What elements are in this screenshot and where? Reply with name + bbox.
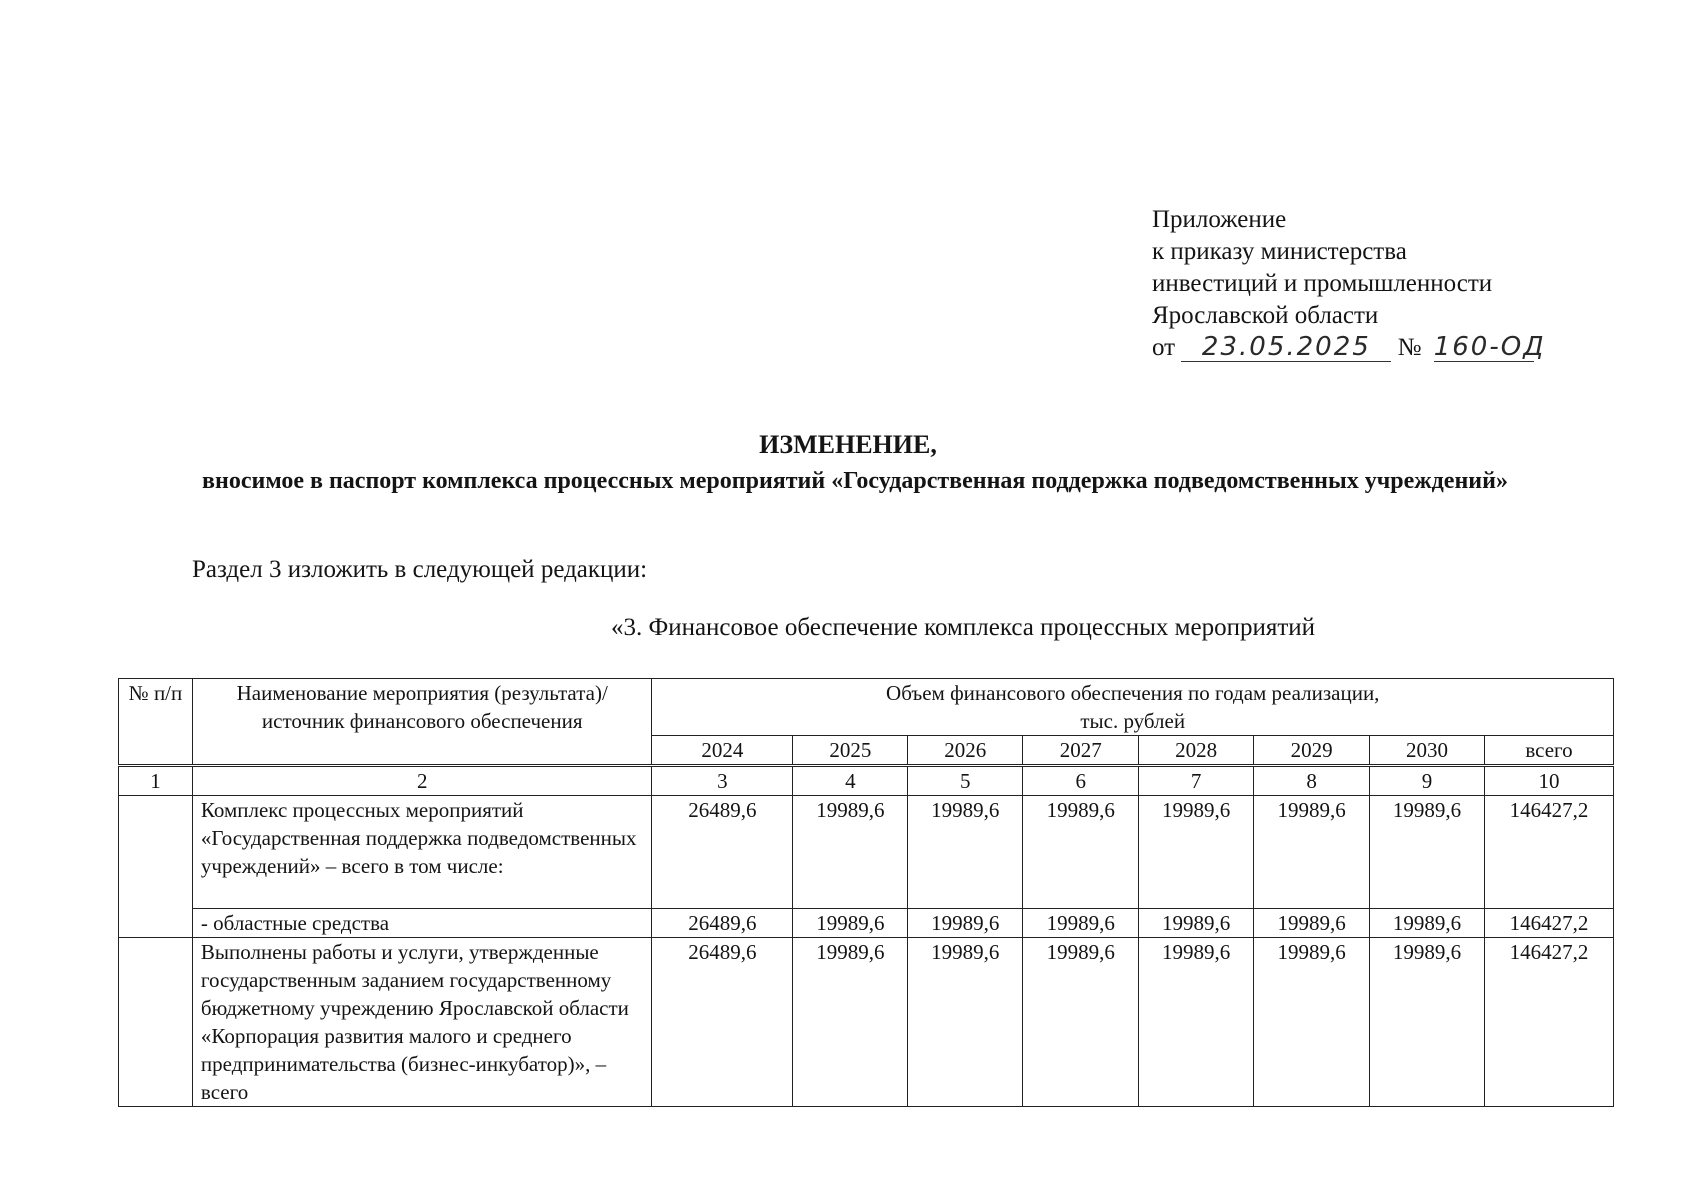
header-year: 2024 xyxy=(652,736,793,766)
row-value: 19989,6 xyxy=(1023,796,1139,909)
col-number: 8 xyxy=(1254,766,1370,796)
section-title: «3. Финансовое обеспечение комплекса процессных мероприятий xyxy=(610,614,1316,641)
row-value: 19989,6 xyxy=(1139,938,1254,1107)
row-value: 19989,6 xyxy=(908,909,1023,938)
col-number: 7 xyxy=(1139,766,1254,796)
document-title: ИЗМЕНЕНИЕ, xyxy=(759,430,937,459)
col-number: 4 xyxy=(793,766,908,796)
row-total: 146427,2 xyxy=(1484,909,1613,938)
row-total: 146427,2 xyxy=(1484,938,1613,1107)
row-name: Комплекс процессных мероприятий «Государственная поддержка подведомственных учреждений» – всего в том числе: xyxy=(192,796,652,909)
column-numbers-row xyxy=(119,766,1614,796)
table-row xyxy=(119,909,1614,938)
intro-paragraph: Раздел 3 изложить в следующей редакции: xyxy=(192,556,648,583)
row-value: 19989,6 xyxy=(1370,796,1485,909)
row-value: 19989,6 xyxy=(1139,796,1254,909)
appendix-line-2: к приказу министерства xyxy=(1152,238,1407,265)
row-value: 19989,6 xyxy=(1254,796,1370,909)
row-value: 19989,6 xyxy=(1370,938,1485,1107)
row-value: 19989,6 xyxy=(793,796,908,909)
header-year: 2028 xyxy=(1139,736,1254,766)
row-name: Выполнены работы и услуги, утвержденные государственным заданием государственному бюджетному учреждению Ярославской области «Корпорация развития малого и среднего предпринимательства (бизнес-инкубатор)», – всего xyxy=(192,938,652,1107)
row-name: - областные средства xyxy=(192,909,652,938)
appendix-line-3: инвестиций и промышленности xyxy=(1152,270,1493,297)
col-number: 2 xyxy=(192,766,652,796)
row-value: 19989,6 xyxy=(1254,938,1370,1107)
header-name: Наименование мероприятия (результата)/ источник финансового обеспечения xyxy=(192,679,652,766)
header-year: 2025 xyxy=(793,736,908,766)
row-value: 19989,6 xyxy=(793,938,908,1107)
appendix-line-4: Ярославской области xyxy=(1152,302,1379,329)
row-value: 26489,6 xyxy=(652,938,793,1107)
col-number: 10 xyxy=(1484,766,1613,796)
col-number: 9 xyxy=(1370,766,1485,796)
col-number: 3 xyxy=(652,766,793,796)
header-year: 2029 xyxy=(1254,736,1370,766)
row-value: 19989,6 xyxy=(908,796,1023,909)
appendix-line-1: Приложение xyxy=(1152,206,1287,233)
header-total: всего xyxy=(1484,736,1613,766)
financing-table xyxy=(118,678,1614,1107)
row-value: 19989,6 xyxy=(1023,938,1139,1107)
row-value: 19989,6 xyxy=(793,909,908,938)
header-num: № п/п xyxy=(119,679,193,766)
row-value: 19989,6 xyxy=(908,938,1023,1107)
number-label: № xyxy=(1397,334,1422,361)
row-value: 19989,6 xyxy=(1370,909,1485,938)
header-year: 2026 xyxy=(908,736,1023,766)
row-total: 146427,2 xyxy=(1484,796,1613,909)
header-volume-line2: тыс. рублей xyxy=(1080,709,1186,733)
row-value: 19989,6 xyxy=(1139,909,1254,938)
handwritten-number: 160-ОД xyxy=(1433,332,1546,362)
row-value: 19989,6 xyxy=(1254,909,1370,938)
appendix-block xyxy=(1152,204,1546,364)
document-subtitle: вносимое в паспорт комплекса процессных мероприятий «Государственная поддержка подведомственных учреждений» xyxy=(202,468,1508,494)
header-year: 2027 xyxy=(1023,736,1139,766)
from-label: от xyxy=(1152,334,1176,361)
row-value: 26489,6 xyxy=(652,909,793,938)
table-row xyxy=(119,796,1614,909)
row-num xyxy=(119,938,193,1107)
col-number: 1 xyxy=(119,766,193,796)
row-value: 19989,6 xyxy=(1023,909,1139,938)
header-volume-line1: Объем финансового обеспечения по годам реализации, xyxy=(886,681,1380,705)
handwritten-date: 23.05.2025 xyxy=(1181,333,1391,362)
header-volume xyxy=(652,679,1614,736)
header-year: 2030 xyxy=(1370,736,1485,766)
col-number: 6 xyxy=(1023,766,1139,796)
appendix-date-line xyxy=(1152,332,1546,364)
row-num xyxy=(119,796,193,938)
row-value: 26489,6 xyxy=(652,796,793,909)
table-row xyxy=(119,938,1614,1107)
col-number: 5 xyxy=(908,766,1023,796)
